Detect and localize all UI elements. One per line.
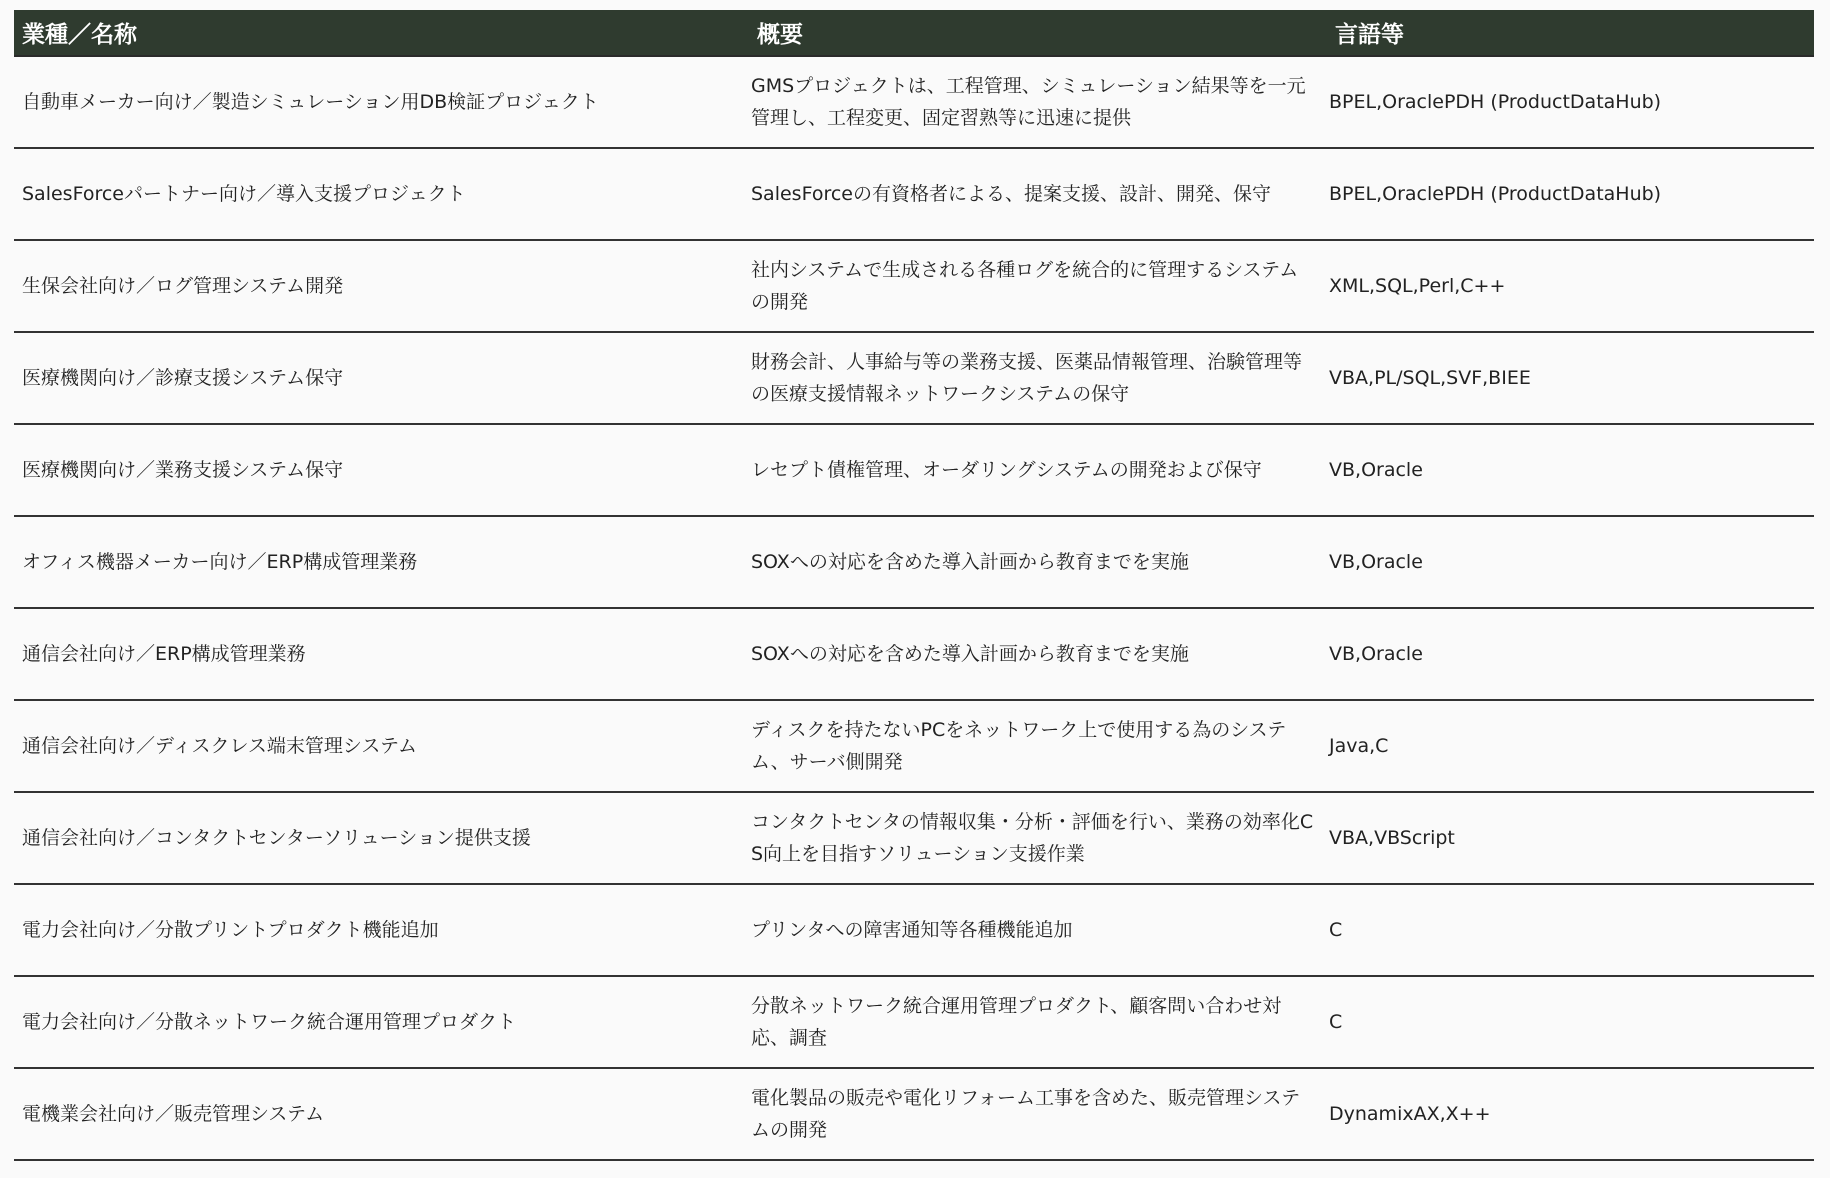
cell-industry-name: 自動車メーカー向け／製造シミュレーション用DB検証プロジェクト (14, 56, 749, 148)
cell-language: VB,Oracle (1327, 516, 1814, 608)
cell-language: BPEL,OraclePDH (ProductDataHub) (1327, 148, 1814, 240)
table-row (14, 700, 1814, 792)
cell-summary: SOXへの対応を含めた導入計画から教育までを実施 (749, 608, 1327, 700)
cell-language: BPEL,OraclePDH (ProductDataHub) (1327, 56, 1814, 148)
cell-industry-name: 電力会社向け／分散ネットワーク統合運用管理プロダクト (14, 976, 749, 1068)
cell-summary: 財務会計、人事給与等の業務支援、医薬品情報管理、治験管理等の医療支援情報ネットワークシステムの保守 (749, 332, 1327, 424)
cell-summary: SOXへの対応を含めた導入計画から教育までを実施 (749, 516, 1327, 608)
cell-industry-name: 通信会社向け／ディスクレス端末管理システム (14, 700, 749, 792)
projects-table (14, 10, 1814, 1161)
cell-industry-name: オフィス機器メーカー向け／ERP構成管理業務 (14, 516, 749, 608)
cell-industry-name: SalesForceパートナー向け／導入支援プロジェクト (14, 148, 749, 240)
cell-language: VBA,VBScript (1327, 792, 1814, 884)
cell-language: VB,Oracle (1327, 424, 1814, 516)
table-row (14, 148, 1814, 240)
cell-summary: コンタクトセンタの情報収集・分析・評価を行い、業務の効率化CS向上を目指すソリューション支援作業 (749, 792, 1327, 884)
table-row (14, 56, 1814, 148)
table-row (14, 976, 1814, 1068)
cell-summary: 分散ネットワーク統合運用管理プロダクト、顧客問い合わせ対応、調査 (749, 976, 1327, 1068)
cell-language: XML,SQL,Perl,C++ (1327, 240, 1814, 332)
header-summary: 概要 (749, 10, 1327, 56)
table-row (14, 332, 1814, 424)
cell-summary: ディスクを持たないPCをネットワーク上で使用する為のシステム、サーバ側開発 (749, 700, 1327, 792)
table-header (14, 10, 1814, 56)
cell-industry-name: 電力会社向け／分散プリントプロダクト機能追加 (14, 884, 749, 976)
table-body (14, 56, 1814, 1160)
header-language: 言語等 (1327, 10, 1814, 56)
header-industry-name: 業種／名称 (14, 10, 749, 56)
cell-industry-name: 医療機関向け／診療支援システム保守 (14, 332, 749, 424)
table-row (14, 424, 1814, 516)
table-row (14, 240, 1814, 332)
table-row (14, 516, 1814, 608)
cell-summary: GMSプロジェクトは、工程管理、シミュレーション結果等を一元管理し、工程変更、固定習熟等に迅速に提供 (749, 56, 1327, 148)
cell-industry-name: 医療機関向け／業務支援システム保守 (14, 424, 749, 516)
projects-table-container (14, 10, 1814, 1161)
table-header-row (14, 10, 1814, 56)
cell-industry-name: 生保会社向け／ログ管理システム開発 (14, 240, 749, 332)
cell-language: Java,C (1327, 700, 1814, 792)
cell-industry-name: 通信会社向け／ERP構成管理業務 (14, 608, 749, 700)
table-row (14, 1068, 1814, 1160)
cell-summary: プリンタへの障害通知等各種機能追加 (749, 884, 1327, 976)
cell-summary: 電化製品の販売や電化リフォーム工事を含めた、販売管理システムの開発 (749, 1068, 1327, 1160)
cell-summary: 社内システムで生成される各種ログを統合的に管理するシステムの開発 (749, 240, 1327, 332)
cell-language: VB,Oracle (1327, 608, 1814, 700)
table-row (14, 792, 1814, 884)
cell-industry-name: 通信会社向け／コンタクトセンターソリューション提供支援 (14, 792, 749, 884)
table-row (14, 884, 1814, 976)
cell-language: VBA,PL/SQL,SVF,BIEE (1327, 332, 1814, 424)
cell-language: C (1327, 884, 1814, 976)
table-row (14, 608, 1814, 700)
cell-industry-name: 電機業会社向け／販売管理システム (14, 1068, 749, 1160)
cell-language: C (1327, 976, 1814, 1068)
cell-summary: SalesForceの有資格者による、提案支援、設計、開発、保守 (749, 148, 1327, 240)
cell-language: DynamixAX,X++ (1327, 1068, 1814, 1160)
cell-summary: レセプト債権管理、オーダリングシステムの開発および保守 (749, 424, 1327, 516)
